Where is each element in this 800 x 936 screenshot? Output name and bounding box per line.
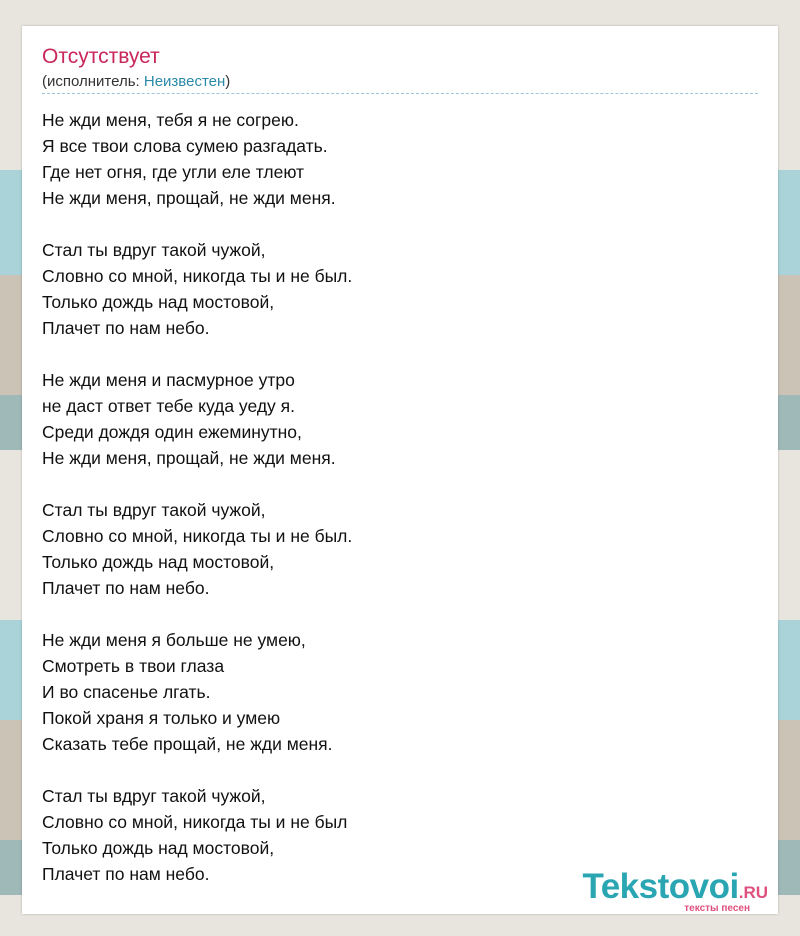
performer-suffix: ) xyxy=(225,73,231,90)
stanza-gap xyxy=(42,757,352,783)
lyric-line: Только дождь над мостовой, xyxy=(42,838,275,858)
performer-link[interactable]: Неизвестен xyxy=(143,73,226,90)
lyric-line: Плачет по нам небо. xyxy=(42,864,210,884)
lyrics-body xyxy=(42,107,352,887)
lyric-line: Только дождь над мостовой, xyxy=(42,292,275,312)
stanza-gap xyxy=(42,211,352,237)
lyric-line: Не жди меня и пасмурное утро xyxy=(42,370,295,390)
logo-domain: .RU xyxy=(738,883,768,902)
performer-line xyxy=(42,72,230,92)
lyric-line: Плачет по нам небо. xyxy=(42,578,210,598)
lyric-line: Смотреть в твои глаза xyxy=(42,656,225,676)
performer-prefix: (исполнитель: xyxy=(42,73,144,90)
lyric-line: Словно со мной, никогда ты и не был xyxy=(42,812,348,832)
lyric-line: Стал ты вдруг такой чужой, xyxy=(42,786,266,806)
title-divider xyxy=(42,93,758,94)
lyric-line: Словно со мной, никогда ты и не был. xyxy=(42,266,353,286)
lyric-line: Только дождь над мостовой, xyxy=(42,552,275,572)
lyric-line: Не жди меня, тебя я не согрею. xyxy=(42,110,299,130)
lyric-line: Стал ты вдруг такой чужой, xyxy=(42,500,266,520)
lyric-line: Не жди меня, прощай, не жди меня. xyxy=(42,188,336,208)
stanza-gap xyxy=(42,341,352,367)
stanza-gap xyxy=(42,471,352,497)
lyric-line: Сказать тебе прощай, не жди меня. xyxy=(42,734,333,754)
logo-tagline: тексты песен xyxy=(684,903,750,914)
lyric-line: Я все твои слова сумею разгадать. xyxy=(42,136,328,156)
stanza-gap xyxy=(42,601,352,627)
lyrics-card xyxy=(22,26,778,914)
lyric-line: Покой храня я только и умею xyxy=(42,708,281,728)
lyric-line: Среди дождя один ежеминутно, xyxy=(42,422,302,442)
lyric-line: Стал ты вдруг такой чужой, xyxy=(42,240,266,260)
song-title: Отсутствует xyxy=(42,45,160,68)
lyric-line: Не жди меня, прощай, не жди меня. xyxy=(42,448,336,468)
lyric-line: И во спасенье лгать. xyxy=(42,682,211,702)
lyric-line: не даст ответ тебе куда уеду я. xyxy=(42,396,295,416)
lyric-line: Где нет огня, где угли еле тлеют xyxy=(42,162,305,182)
logo-name: Tekstovoi xyxy=(582,867,739,906)
lyric-line: Плачет по нам небо. xyxy=(42,318,210,338)
lyric-line: Не жди меня я больше не умею, xyxy=(42,630,306,650)
lyric-line: Словно со мной, никогда ты и не был. xyxy=(42,526,353,546)
